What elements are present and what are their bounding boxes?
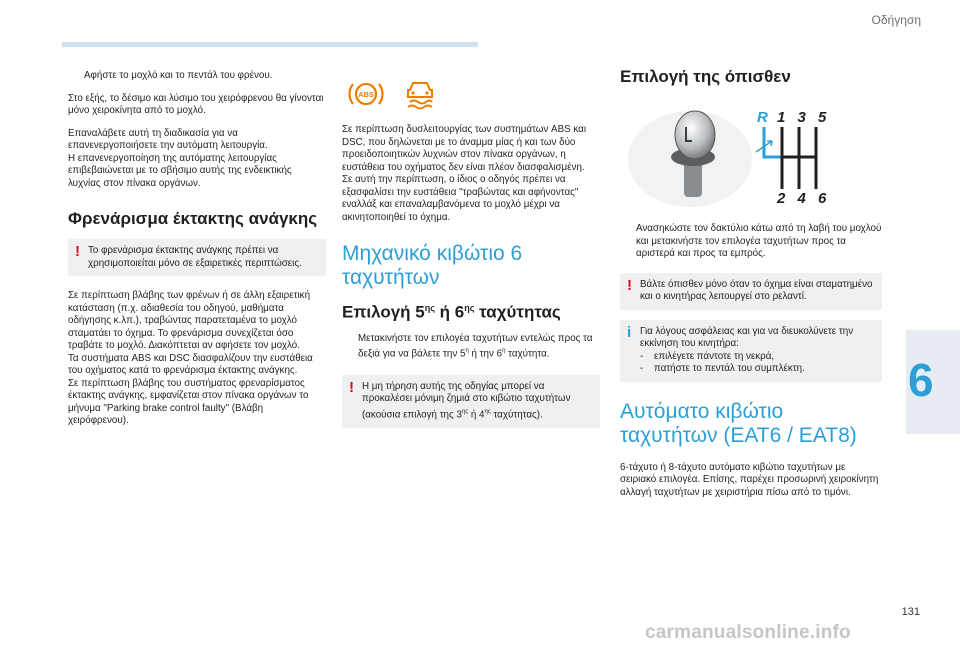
section-title: Οδήγηση xyxy=(871,13,921,27)
svg-text:ABS: ABS xyxy=(358,90,374,99)
column-middle xyxy=(342,66,600,428)
watermark[interactable]: carmanualsonline.info xyxy=(645,622,851,643)
header-rule xyxy=(62,42,478,47)
warning-box: ! Βάλτε όπισθεν μόνο όταν το όχημα είναι σταματημένο και ο κινητήρας λειτουργεί στο ρελαντί. xyxy=(620,273,882,310)
warning-box: ! Το φρενάρισμα έκτακτης ανάγκης πρέπει να χρησιμοποιείται μόνο σε εξαιρετικές περιπτώσεις. xyxy=(68,239,326,276)
warning-box: ! Η μη τήρηση αυτής της οδηγίας μπορεί να προκαλέσει μόνιμη ζημιά στο κιβώτιο ταχυτήτων (ακούσια επιλογή της $3^{\eta\varsigma}$ ή $4^{\eta\varsigma}$ ταχύτητας). xyxy=(342,375,600,428)
heading-emergency-braking: Φρενάρισμα έκτακτης ανάγκης xyxy=(68,209,318,228)
paragraph: Σε περίπτωση δυσλειτουργίας των συστημάτων ABS και DSC, που δηλώνεται με το άναμμα μίας ή και των δύο προειδοποιητικών λυχνιών στον πίνακα οργάνων, η ευστάθεια του οχήματος δεν είναι πλέον διασφαλισμένη. Σε αυτή την περίπτωση, ο ίδιος ο οδηγός πρέπει να εξασφαλίσει την ευστάθεια "τραβώντας και αφήνοντας" εναλλάξ και επαναλαμβανόμενα το μοχλό μέχρι να ακινητοποιηθεί το όχημα. xyxy=(342,124,586,223)
heading-reverse-gear: Επιλογή της όπισθεν xyxy=(620,67,791,86)
gear-shift-diagram xyxy=(620,97,855,207)
info-list xyxy=(640,351,874,376)
gear-knob-illustration xyxy=(620,97,855,207)
warning-icon: ! xyxy=(627,276,632,294)
paragraph: Επαναλάβετε αυτή τη διαδικασία για να επανενεργοποιήσετε την αυτόματη λειτουργία. Η επανενεργοποίηση της αυτόματης λειτουργίας επιβεβαιώνεται με το σβήσιμο αυτής της ενδεικτικής λυχνίας στον πίνακα οργάνων. xyxy=(68,127,292,189)
warning-icon: ! xyxy=(349,378,354,396)
paragraph: Στο εξής, το δέσιμο και λύσιμο του χειρόφρενου θα γίνονται μόνο χειροκίνητα από το μοχλό. xyxy=(68,92,324,116)
warning-icon: ! xyxy=(75,243,80,260)
list-item: - επιλέγετε πάντοτε τη νεκρά, xyxy=(640,350,775,362)
bullet-item: Αφήστε το μοχλό και το πεντάλ του φρένου. xyxy=(84,70,273,81)
paragraph: Σε περίπτωση βλάβης των φρένων ή σε άλλη εξαιρετική κατάσταση (π.χ. αδιαθεσία του οδηγού, μαθήματα οδήγησης κ.λπ.), τραβώντας παρατεταμένα το μοχλό σταματάει το όχημα. Το φρενάρισμα συνεχίζεται όσο τραβάτε το μοχλό. Διακόπτεται αν αφήσετε τον μοχλό. Τα συστήματα ABS και DSC διασφαλίζουν την ευστάθεια του οχήματος κατά το φρενάρισμα έκτακτης ανάγκης. Σε περίπτωση βλάβης του συστήματος φρεναρίσματος έκτακτης ανάγκης, εμφανίζεται στον πίνακα οργάνων το μήνυμα "Parking brake control faulty" (Βλάβη χειρόφρενου). xyxy=(68,290,313,426)
paragraph: 6-τάχυτο ή 8-τάχυτο αυτόματο κιβώτιο ταχυτήτων με σειριακό επιλογέα. Επίσης, παρέχει προσωρινή χειροκίνητη αλλαγή ταχυτήτων με χειριστήρια πίσω από το τιμόνι. xyxy=(620,461,879,498)
column-right xyxy=(620,66,882,509)
info-icon: i xyxy=(627,323,632,341)
svg-text:1 3 5: 1 3 5 xyxy=(777,109,831,126)
info-box: i Για λόγους ασφάλειας και για να διευκολύνετε την εκκίνηση του κινητήρα: - επιλέγετε πάντοτε τη νεκρά, - πατήστε το πεντάλ του συμπλέκτη. xyxy=(620,320,882,382)
bullet-item: Μετακινήστε τον επιλογέα ταχυτήτων εντελώς προς τα δεξιά για να βάλετε την $5^\eta$ ή την $6^\eta$ ταχύτητα. xyxy=(358,332,593,360)
abs-warning-lamp-icon xyxy=(348,78,384,110)
stability-control-lamp-icon xyxy=(402,78,438,110)
list-item: - πατήστε το πεντάλ του συμπλέκτη. xyxy=(640,363,805,374)
svg-text:2 4 6: 2 4 6 xyxy=(777,190,831,207)
heading-manual-gearbox: Μηχανικό κιβώτιο 6 ταχυτήτων xyxy=(342,242,523,289)
chapter-number: 6 xyxy=(908,354,934,406)
heading-automatic-gearbox: Αυτόματο κιβώτιο ταχυτήτων (EAT6 / EAT8) xyxy=(620,399,857,447)
column-left xyxy=(68,70,326,438)
warning-lamps xyxy=(348,78,600,110)
svg-text:R: R xyxy=(757,109,768,126)
page-number: 131 xyxy=(901,606,920,618)
heading-5th-6th-gear: Επιλογή $5^{\eta\varsigma}$ ή $6^{\eta\varsigma}$ ταχύτητας xyxy=(342,302,561,322)
bullet-item: Ανασηκώστε τον δακτύλιο κάτω από τη λαβή του μοχλού και μετακινήστε τον επιλογέα ταχυτήτων προς τα αριστερά και προς τα εμπρός. xyxy=(636,223,882,259)
